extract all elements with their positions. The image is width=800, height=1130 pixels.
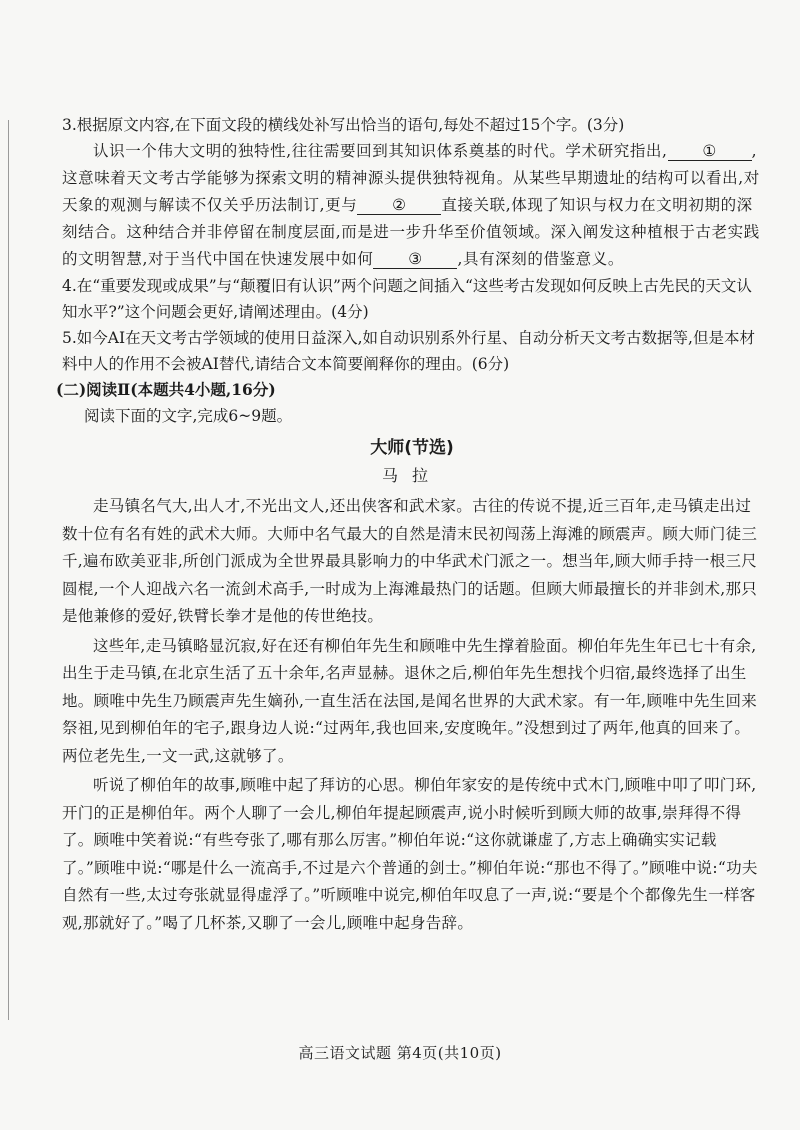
story-body [62,493,762,937]
exam-page [56,112,762,939]
question-3 [62,112,762,273]
question-3-label: 3.根据原文内容,在下面文段的横线处补写出恰当的语句,每处不超过15个字。(3分) [62,116,625,134]
story-paragraph: 走马镇名气大,出人才,不光出文人,还出侠客和武术家。古往的传说不提,近三百年,走马镇走出过数十位有名有姓的武术大师。大师中名气最大的自然是清末民初闯荡上海滩的顾震声。顾大师门徒三千,遍布欧美亚非,所创门派成为全世界最具影响力的中华武术门派之一。想当年,顾大师手持一根三尺圆棍,一个人迎战六名一流剑术高手,一时成为上海滩最热门的话题。但顾大师最擅长的并非剑术,那只是他兼修的爱好,铁臂长拳才是他的传世绝技。 [62,497,758,625]
blank-1[interactable]: ① [668,142,752,161]
passage-text-3: 直接关联,体现了知识与权力在文明初期的深刻结合。这种结合并非停留在制度层面,而是进一步升华至价值领域。深入阐发这种植根于古老实践的文明智慧,对于当代中国在快速发展中如何 [62,196,760,268]
binding-margin-line [8,120,9,1020]
section-heading: (二)阅读Ⅱ(本题共4小题,16分) [56,380,276,399]
page-footer: 高三语文试题 第4页(共10页) [298,1044,502,1062]
question-4: 4.在“重要发现或成果”与“颠覆旧有认识”两个问题之间插入“这些考古发现如何反映上古先民的天文认知水平?”这个问题会更好,请阐述理由。(4分) [62,277,752,321]
section-instructions: 阅读下面的文字,完成6~9题。 [84,407,293,425]
passage-text-2: ,这意味着天文考古学能够为探索文明的精神源头提供独特视角。从某些早期遗址的结构可以看出,对天象的观测与解读不仅关乎历法制订,更与 [62,142,760,214]
question-5: 5.如今AI在天文考古学领域的使用日益深入,如自动识别系外行星、自动分析天文考古数据等,但是本材料中人的作用不会被AI替代,请结合文本简要阐释你的理由。(6分) [62,329,755,373]
story-paragraph: 这些年,走马镇略显沉寂,好在还有柳伯年先生和顾唯中先生撑着脸面。柳伯年先生年已七十有余,出生于走马镇,在北京生活了五十余年,名声显赫。退休之后,柳伯年先生想找个归宿,最终选择了出生地。顾唯中先生乃顾震声先生嫡孙,一直生活在法国,是闻名世界的大武术家。有一年,顾唯中先生回来祭祖,见到柳伯年的宅子,跟身边人说:“过两年,我也回来,安度晚年。”没想到过了两年,他真的回来了。两位老先生,一文一武,这就够了。 [62,636,758,765]
passage-text-4: ,具有深刻的借鉴意义。 [457,250,624,268]
blank-2[interactable]: ② [357,196,441,215]
story-title: 大师(节选) [370,438,454,458]
question-3-passage [62,138,762,273]
passage-text-1: 认识一个伟大文明的独特性,往往需要回到其知识体系奠基的时代。学术研究指出, [93,142,668,160]
blank-3[interactable]: ③ [373,250,457,269]
story-author: 马拉 [381,466,442,485]
story-paragraph: 听说了柳伯年的故事,顾唯中起了拜访的心思。柳伯年家安的是传统中式木门,顾唯中叩了叩门环,开门的正是柳伯年。两个人聊了一会儿,柳伯年提起顾震声,说小时候听到顾大师的故事,崇拜得不得了。顾唯中笑着说:“有些夸张了,哪有那么厉害。”柳伯年说:“这你就谦虚了,方志上确确实实记载了。”顾唯中说:“哪是什么一流高手,不过是六个普通的剑士。”柳伯年说:“那也不得了。”顾唯中说:“功夫自然有一些,太过夸张就显得虚浮了。”听顾唯中说完,柳伯年叹息了一声,说:“要是个个都像先生一样客观,那就好了。”喝了几杯茶,又聊了一会儿,顾唯中起身告辞。 [62,776,758,932]
